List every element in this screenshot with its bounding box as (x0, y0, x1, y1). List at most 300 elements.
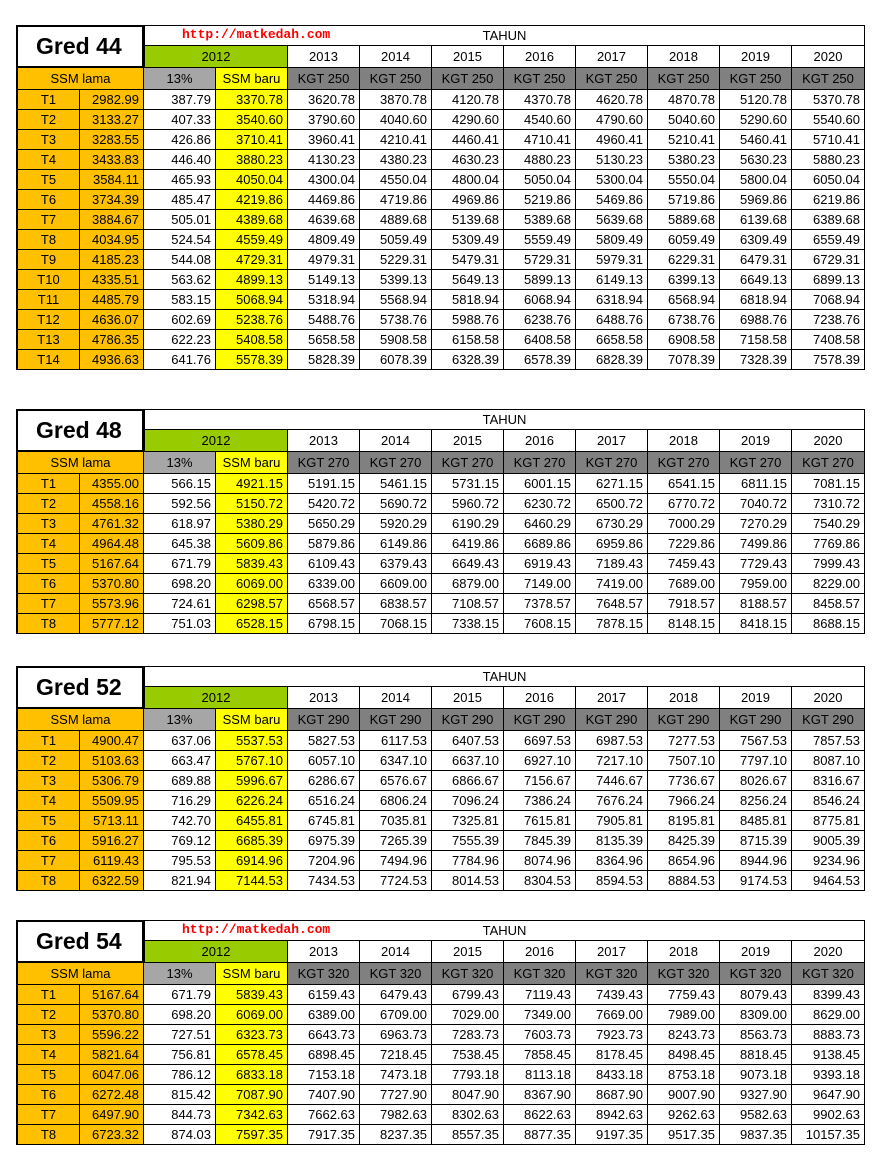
year-value: 4210.41 (360, 130, 432, 150)
step-label: T10 (16, 270, 80, 290)
pct-value: 485.47 (144, 190, 216, 210)
year-value: 7283.73 (432, 1025, 504, 1045)
year-header: 2014 (360, 46, 432, 68)
year-value: 5059.49 (360, 230, 432, 250)
year-value: 8498.45 (648, 1045, 720, 1065)
grade-title: Gred 54 (16, 920, 144, 963)
table-row (16, 90, 865, 110)
ssm-baru-value: 3540.60 (216, 110, 288, 130)
kgt-header: KGT 320 (360, 963, 432, 985)
year-value: 6568.94 (648, 290, 720, 310)
year-value: 5827.53 (288, 731, 360, 751)
year-value: 6738.76 (648, 310, 720, 330)
year-value: 7325.81 (432, 811, 504, 831)
ssm-lama-header: SSM lama (16, 709, 144, 731)
table-row (16, 1085, 865, 1105)
table-row (16, 210, 865, 230)
year-header: 2015 (432, 430, 504, 452)
ssm-baru-value: 3370.78 (216, 90, 288, 110)
table-row (16, 494, 865, 514)
year-value: 7555.39 (432, 831, 504, 851)
year-value: 4809.49 (288, 230, 360, 250)
year-value: 7905.81 (576, 811, 648, 831)
year-value: 6559.49 (792, 230, 865, 250)
step-label: T8 (16, 1125, 80, 1145)
year-value: 9647.90 (792, 1085, 865, 1105)
year-value: 10157.35 (792, 1125, 865, 1145)
year-value: 6649.13 (720, 270, 792, 290)
year-value: 6927.10 (504, 751, 576, 771)
year-value: 8135.39 (576, 831, 648, 851)
year-value: 8753.18 (648, 1065, 720, 1085)
ssm-baru-value: 6069.00 (216, 1005, 288, 1025)
ssm-baru-header: SSM baru (216, 68, 288, 90)
year-value: 8622.63 (504, 1105, 576, 1125)
ssm-baru-value: 6323.73 (216, 1025, 288, 1045)
year-value: 7277.53 (648, 731, 720, 751)
year-value: 7270.29 (720, 514, 792, 534)
year-value: 7603.73 (504, 1025, 576, 1045)
year-value: 9393.18 (792, 1065, 865, 1085)
kgt-header: KGT 320 (432, 963, 504, 985)
ssm-lama-value: 6272.48 (80, 1085, 144, 1105)
year-value: 3620.78 (288, 90, 360, 110)
pct-value: 844.73 (144, 1105, 216, 1125)
year-value: 8302.63 (432, 1105, 504, 1125)
ssm-lama-value: 5370.80 (80, 574, 144, 594)
year-value: 8944.96 (720, 851, 792, 871)
year-value: 9197.35 (576, 1125, 648, 1145)
year-value: 7310.72 (792, 494, 865, 514)
year-value: 8364.96 (576, 851, 648, 871)
pct-value: 671.79 (144, 985, 216, 1005)
year-header: 2014 (360, 941, 432, 963)
table-row (16, 771, 865, 791)
step-label: T7 (16, 210, 80, 230)
kgt-header: KGT 250 (648, 68, 720, 90)
year-value: 7265.39 (360, 831, 432, 851)
ssm-lama-value: 4034.95 (80, 230, 144, 250)
year-header-base: 2012 (144, 687, 288, 709)
year-header-row (144, 941, 865, 963)
pct-value: 524.54 (144, 230, 216, 250)
year-value: 8884.53 (648, 871, 720, 891)
year-value: 6697.53 (504, 731, 576, 751)
ssm-lama-value: 4185.23 (80, 250, 144, 270)
year-value: 7918.57 (648, 594, 720, 614)
kgt-header: KGT 320 (720, 963, 792, 985)
table-row (16, 1005, 865, 1025)
year-value: 6798.15 (288, 614, 360, 634)
kgt-header: KGT 320 (792, 963, 865, 985)
table-row (16, 110, 865, 130)
year-value: 8014.53 (432, 871, 504, 891)
year-value: 5469.86 (576, 190, 648, 210)
step-label: T4 (16, 534, 80, 554)
salary-table-1 (16, 25, 865, 370)
pct-value: 689.88 (144, 771, 216, 791)
year-value: 5719.86 (648, 190, 720, 210)
step-label: T7 (16, 594, 80, 614)
year-value: 5380.23 (648, 150, 720, 170)
table-row (16, 130, 865, 150)
year-value: 5559.49 (504, 230, 576, 250)
pct-value: 544.08 (144, 250, 216, 270)
kgt-header: KGT 320 (576, 963, 648, 985)
year-value: 4719.86 (360, 190, 432, 210)
ssm-lama-value: 6723.32 (80, 1125, 144, 1145)
ssm-baru-value: 6226.24 (216, 791, 288, 811)
year-value: 5290.60 (720, 110, 792, 130)
step-label: T13 (16, 330, 80, 350)
step-label: T8 (16, 230, 80, 250)
year-value: 7669.00 (576, 1005, 648, 1025)
table-row (16, 310, 865, 330)
step-label: T1 (16, 90, 80, 110)
year-value: 8243.73 (648, 1025, 720, 1045)
year-value: 5818.94 (432, 290, 504, 310)
year-value: 7989.00 (648, 1005, 720, 1025)
table-header (16, 409, 865, 631)
year-value: 9005.39 (792, 831, 865, 851)
year-value: 7608.15 (504, 614, 576, 634)
year-value: 9837.35 (720, 1125, 792, 1145)
ssm-lama-value: 5821.64 (80, 1045, 144, 1065)
pct-value: 874.03 (144, 1125, 216, 1145)
kgt-header: KGT 270 (288, 452, 360, 474)
pct-value: 663.47 (144, 751, 216, 771)
year-value: 6828.39 (576, 350, 648, 370)
table-row (16, 150, 865, 170)
ssm-baru-value: 6578.45 (216, 1045, 288, 1065)
year-value: 6959.86 (576, 534, 648, 554)
year-value: 7676.24 (576, 791, 648, 811)
year-value: 6238.76 (504, 310, 576, 330)
ssm-lama-value: 4558.16 (80, 494, 144, 514)
year-value: 6963.73 (360, 1025, 432, 1045)
year-value: 6643.73 (288, 1025, 360, 1045)
year-header: 2020 (792, 46, 865, 68)
year-value: 8654.96 (648, 851, 720, 871)
year-header: 2018 (648, 430, 720, 452)
year-value: 7029.00 (432, 1005, 504, 1025)
year-value: 7407.90 (288, 1085, 360, 1105)
ssm-baru-value: 6914.96 (216, 851, 288, 871)
year-header: 2019 (720, 46, 792, 68)
tahun-label: TAHUN (144, 409, 865, 430)
ssm-baru-value: 4729.31 (216, 250, 288, 270)
kgt-header: KGT 270 (432, 452, 504, 474)
kgt-header: KGT 270 (792, 452, 865, 474)
kgt-header: KGT 250 (432, 68, 504, 90)
year-value: 4880.23 (504, 150, 576, 170)
year-value: 8178.45 (576, 1045, 648, 1065)
year-value: 7578.39 (792, 350, 865, 370)
year-value: 8047.90 (432, 1085, 504, 1105)
kgt-header: KGT 250 (720, 68, 792, 90)
kgt-header: KGT 250 (792, 68, 865, 90)
year-value: 5420.72 (288, 494, 360, 514)
year-header: 2020 (792, 687, 865, 709)
year-value: 7648.57 (576, 594, 648, 614)
year-value: 4979.31 (288, 250, 360, 270)
year-value: 6799.43 (432, 985, 504, 1005)
table-body (16, 731, 865, 891)
kgt-header: KGT 320 (648, 963, 720, 985)
step-label: T3 (16, 514, 80, 534)
step-label: T3 (16, 771, 80, 791)
ssm-lama-value: 5573.96 (80, 594, 144, 614)
year-header-base: 2012 (144, 430, 288, 452)
year-value: 6730.29 (576, 514, 648, 534)
year-value: 6729.31 (792, 250, 865, 270)
year-value: 7156.67 (504, 771, 576, 791)
year-value: 7736.67 (648, 771, 720, 791)
year-value: 7878.15 (576, 614, 648, 634)
year-value: 5300.04 (576, 170, 648, 190)
year-value: 6408.58 (504, 330, 576, 350)
year-value: 7845.39 (504, 831, 576, 851)
year-value: 4370.78 (504, 90, 576, 110)
pct-value: 618.97 (144, 514, 216, 534)
step-label: T5 (16, 170, 80, 190)
table-row (16, 614, 865, 634)
year-value: 8629.00 (792, 1005, 865, 1025)
year-value: 6811.15 (720, 474, 792, 494)
year-value: 8433.18 (576, 1065, 648, 1085)
year-value: 7328.39 (720, 350, 792, 370)
year-value: 7096.24 (432, 791, 504, 811)
ssm-baru-value: 5380.29 (216, 514, 288, 534)
year-value: 4040.60 (360, 110, 432, 130)
year-header: 2015 (432, 941, 504, 963)
ssm-baru-value: 6685.39 (216, 831, 288, 851)
pct-value: 622.23 (144, 330, 216, 350)
year-value: 7000.29 (648, 514, 720, 534)
kgt-header: KGT 290 (288, 709, 360, 731)
kgt-header: KGT 290 (792, 709, 865, 731)
year-value: 7108.57 (432, 594, 504, 614)
column-header-row (16, 68, 865, 90)
kgt-header: KGT 320 (504, 963, 576, 985)
ssm-baru-value: 6298.57 (216, 594, 288, 614)
ssm-baru-value: 6455.81 (216, 811, 288, 831)
step-label: T6 (16, 1085, 80, 1105)
year-value: 4540.60 (504, 110, 576, 130)
table-body (16, 985, 865, 1145)
table-row (16, 594, 865, 614)
ssm-lama-value: 4936.63 (80, 350, 144, 370)
pct-value: 426.86 (144, 130, 216, 150)
year-value: 9902.63 (792, 1105, 865, 1125)
step-label: T7 (16, 851, 80, 871)
column-header-row (16, 709, 865, 731)
year-value: 8256.24 (720, 791, 792, 811)
year-value: 7959.00 (720, 574, 792, 594)
year-value: 5630.23 (720, 150, 792, 170)
year-value: 4469.86 (288, 190, 360, 210)
year-value: 6479.31 (720, 250, 792, 270)
year-value: 6389.68 (792, 210, 865, 230)
ssm-lama-header: SSM lama (16, 963, 144, 985)
ssm-baru-value: 4921.15 (216, 474, 288, 494)
year-value: 8309.00 (720, 1005, 792, 1025)
year-value: 5879.86 (288, 534, 360, 554)
kgt-header: KGT 250 (576, 68, 648, 90)
ssm-lama-value: 3133.27 (80, 110, 144, 130)
table-row (16, 230, 865, 250)
ssm-lama-header: SSM lama (16, 68, 144, 90)
pct-value: 583.15 (144, 290, 216, 310)
year-value: 7689.00 (648, 574, 720, 594)
year-value: 7769.86 (792, 534, 865, 554)
ssm-baru-value: 5537.53 (216, 731, 288, 751)
year-value: 8687.90 (576, 1085, 648, 1105)
year-value: 7439.43 (576, 985, 648, 1005)
ssm-baru-value: 5609.86 (216, 534, 288, 554)
year-value: 4130.23 (288, 150, 360, 170)
year-value: 8079.43 (720, 985, 792, 1005)
year-value: 6407.53 (432, 731, 504, 751)
year-value: 8458.57 (792, 594, 865, 614)
year-value: 5461.15 (360, 474, 432, 494)
table-header (16, 25, 865, 367)
year-value: 3960.41 (288, 130, 360, 150)
year-value: 7727.90 (360, 1085, 432, 1105)
ssm-baru-value: 6069.00 (216, 574, 288, 594)
table-row (16, 1045, 865, 1065)
year-value: 5979.31 (576, 250, 648, 270)
year-value: 5920.29 (360, 514, 432, 534)
step-label: T8 (16, 614, 80, 634)
ssm-lama-value: 4900.47 (80, 731, 144, 751)
pct-value: 727.51 (144, 1025, 216, 1045)
table-row (16, 751, 865, 771)
table-row (16, 330, 865, 350)
kgt-header: KGT 270 (504, 452, 576, 474)
year-value: 6190.29 (432, 514, 504, 534)
year-header: 2013 (288, 430, 360, 452)
table-row (16, 811, 865, 831)
ssm-lama-value: 5370.80 (80, 1005, 144, 1025)
year-value: 8883.73 (792, 1025, 865, 1045)
year-value: 5149.13 (288, 270, 360, 290)
year-value: 7218.45 (360, 1045, 432, 1065)
ssm-lama-value: 4636.07 (80, 310, 144, 330)
year-value: 5828.39 (288, 350, 360, 370)
year-value: 7189.43 (576, 554, 648, 574)
year-value: 7419.00 (576, 574, 648, 594)
year-value: 7338.15 (432, 614, 504, 634)
year-value: 6078.39 (360, 350, 432, 370)
year-value: 8546.24 (792, 791, 865, 811)
year-value: 8594.53 (576, 871, 648, 891)
year-value: 6898.45 (288, 1045, 360, 1065)
year-value: 4550.04 (360, 170, 432, 190)
ssm-lama-value: 5167.64 (80, 554, 144, 574)
year-value: 8113.18 (504, 1065, 576, 1085)
year-value: 5738.76 (360, 310, 432, 330)
year-header: 2014 (360, 687, 432, 709)
pct-value: 769.12 (144, 831, 216, 851)
year-value: 6318.94 (576, 290, 648, 310)
table-row (16, 190, 865, 210)
year-value: 5988.76 (432, 310, 504, 330)
year-value: 8237.35 (360, 1125, 432, 1145)
pct-value: 751.03 (144, 614, 216, 634)
year-value: 5399.13 (360, 270, 432, 290)
ssm-lama-value: 4964.48 (80, 534, 144, 554)
year-value: 6479.43 (360, 985, 432, 1005)
year-value: 6419.86 (432, 534, 504, 554)
year-value: 7473.18 (360, 1065, 432, 1085)
step-label: T3 (16, 130, 80, 150)
table-row (16, 1125, 865, 1145)
year-value: 8557.35 (432, 1125, 504, 1145)
year-value: 5229.31 (360, 250, 432, 270)
column-header-row (16, 963, 865, 985)
year-value: 6637.10 (432, 751, 504, 771)
ssm-lama-value: 5167.64 (80, 985, 144, 1005)
year-header: 2018 (648, 46, 720, 68)
ssm-baru-value: 4899.13 (216, 270, 288, 290)
year-value: 6159.43 (288, 985, 360, 1005)
year-value: 7759.43 (648, 985, 720, 1005)
grade-title: Gred 52 (16, 666, 144, 709)
year-value: 7078.39 (648, 350, 720, 370)
year-value: 7793.18 (432, 1065, 504, 1085)
year-value: 5650.29 (288, 514, 360, 534)
ssm-lama-value: 4761.32 (80, 514, 144, 534)
year-value: 7040.72 (720, 494, 792, 514)
year-value: 8418.15 (720, 614, 792, 634)
year-value: 6139.68 (720, 210, 792, 230)
step-label: T6 (16, 190, 80, 210)
year-value: 5318.94 (288, 290, 360, 310)
year-value: 6328.39 (432, 350, 504, 370)
year-value: 7494.96 (360, 851, 432, 871)
step-label: T1 (16, 731, 80, 751)
year-value: 5899.13 (504, 270, 576, 290)
year-value: 7917.35 (288, 1125, 360, 1145)
year-header: 2019 (720, 687, 792, 709)
tahun-label: TAHUN (144, 25, 865, 46)
ssm-lama-value: 4335.51 (80, 270, 144, 290)
year-value: 4630.23 (432, 150, 504, 170)
year-value: 6866.67 (432, 771, 504, 791)
year-value: 7238.76 (792, 310, 865, 330)
year-value: 9073.18 (720, 1065, 792, 1085)
table-row (16, 514, 865, 534)
table-row (16, 791, 865, 811)
year-value: 7149.00 (504, 574, 576, 594)
pct-value: 602.69 (144, 310, 216, 330)
year-value: 6219.86 (792, 190, 865, 210)
pct-value: 742.70 (144, 811, 216, 831)
year-value: 7857.53 (792, 731, 865, 751)
ssm-baru-value: 5578.39 (216, 350, 288, 370)
salary-table-3 (16, 666, 865, 891)
watermark-url: http://matkedah.com (182, 27, 331, 42)
step-label: T3 (16, 1025, 80, 1045)
year-value: 6818.94 (720, 290, 792, 310)
year-value: 8367.90 (504, 1085, 576, 1105)
year-value: 4790.60 (576, 110, 648, 130)
step-label: T4 (16, 1045, 80, 1065)
year-value: 8818.45 (720, 1045, 792, 1065)
pct-value: 698.20 (144, 574, 216, 594)
year-value: 9582.63 (720, 1105, 792, 1125)
